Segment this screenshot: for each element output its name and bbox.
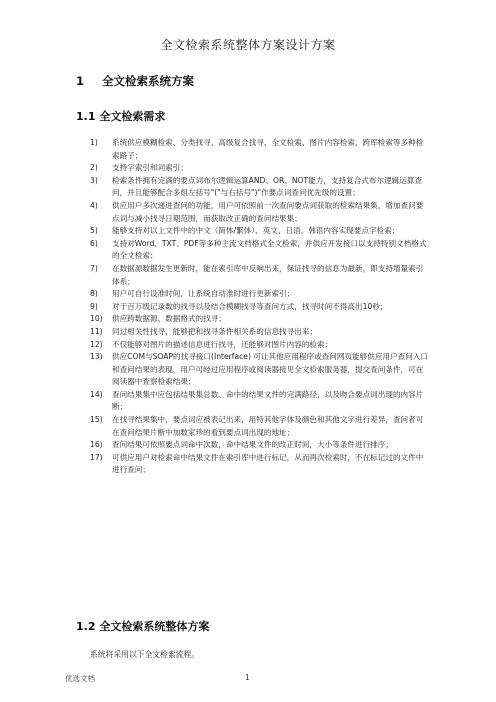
list-item [90,238,430,263]
section-heading-1-2: 1.2 全文检索系统整体方案 [76,620,210,633]
list-item [90,351,430,389]
list-item-text: 可供应用户对检索命中结果文件在索引库中进行标记，从而再次检索时，不在标记过的文件中进行查问； [112,452,424,475]
section-number: 1 [76,74,85,88]
list-item-number: 8) [90,289,98,299]
list-item [90,263,430,288]
list-item-text: 查问结果可依照要点词命中次数，命中结果文件的改正时间，大小等条件进行排序； [112,440,393,450]
list-item-number: 6) [90,238,98,248]
list-item-text: 供应COM与SOAP的找寻接口(Interface) 可让其他应用程序或查问网页能够供应用户查问入口和查问结果的表现，用户可经过应用程序或阅读器接见全文检索服务器，提交查问条件，可在阅读器中查察检索结果； [112,352,429,387]
list-item-text: 供应用户多次递进查问的功能，用户可依照前一次查问要点词获取的检索结果集，增加查问要点词与减小找寻日期范围，而获取改正确的查问结果集； [112,200,424,223]
list-item-number: 2) [90,163,98,173]
list-item-number: 11) [90,326,103,336]
list-item-text: 在数据源数据发生更新时，能在索引库中反响出来，保证找寻的信息为最新，即支持增量索引体系； [112,263,424,286]
list-item [90,439,430,452]
list-item [90,414,430,439]
list-item-number: 16) [90,440,103,450]
list-item-number: 12) [90,339,103,349]
footer-label: 优选文档 [65,674,95,683]
list-item-number: 14) [90,389,103,399]
list-item [90,288,430,301]
section-heading-1-1: 1.1 全文检索需求 [76,110,166,123]
list-item [90,301,430,314]
list-item-number: 1) [90,138,98,147]
list-item-number: 10) [90,314,103,324]
list-item-text: 供应跨数据源、数据格式的找寻； [112,314,226,324]
requirements-list [90,137,430,477]
section-title: 全文检索系统方案 [102,74,194,88]
page-header-title: 全文检索系统整体方案设计方案 [160,38,336,52]
list-item-text: 查问结果集中应包括结果集总数、命中的结果文件的完满路径，以及吻合要点词出现的内容片断； [112,389,424,412]
list-item-number: 17) [90,452,103,462]
list-item [90,389,430,414]
list-item [90,175,430,200]
list-item [90,137,430,162]
section-heading-1 [76,73,194,89]
list-item-number: 15) [90,415,103,425]
list-item [90,452,430,477]
list-item-number: 4) [90,200,98,210]
list-item-number: 5) [90,226,98,236]
list-item-text: 在找寻结果集中，要点词应被表记出来，用特其他字体及颜色和其他文字进行差异，查问者可在查问结果片断中加数家珍的看到要点词出现的地址； [112,415,424,437]
list-item [90,225,430,238]
list-item-text: 系统供应模糊检索、分类找寻、高级复合找寻、全文检索、图片内容检索、跨库检索等多种检索路子； [112,138,424,160]
body-paragraph: 系统将采用以下全文检索流程。 [90,650,200,659]
list-item [90,326,430,339]
list-item-text: 不仅能够对图片的描述信息进行找寻，还能够对图片内容的检索； [112,339,333,349]
list-item [90,200,430,225]
list-item-number: 3) [90,175,98,185]
list-item-text: 同过相关性找寻，能够把和找寻条件相关系的信息找寻出来； [112,326,318,336]
list-item-text: 检索条件拥有完满的要点词布尔逻辑运算AND、OR、NOT能力，支持复合式布尔逻辑运算查问，并且能够配合多组左括号"("与右括号")"作要点词查问优先级的设置； [112,175,423,198]
list-item-number: 9) [90,301,98,311]
list-item [90,339,430,352]
page-number: 1 [245,673,250,682]
list-item-number: 7) [90,263,98,273]
list-item-number: 13) [90,352,103,362]
list-item-text: 支持字索引和词索引； [112,163,188,173]
list-item-text: 用户可自行设准时间，让系统自动准时进行更新索引； [112,289,295,299]
list-item [90,313,430,326]
list-item-text: 对于百万级记录数的找寻以及结合模糊找寻等查问方式，找寻时间不得高出10秒； [112,301,388,311]
list-item [90,162,430,175]
list-item-text: 支持对Word、TXT、PDF等多种主流文档格式全文检索，并供应开发接口以支持特别文档格式的全文检索； [112,238,427,261]
list-item-text: 能够支持对以上文件中的中文（简体/繁体）、英文、日语、韩语内容实现要点字检索； [112,226,400,236]
